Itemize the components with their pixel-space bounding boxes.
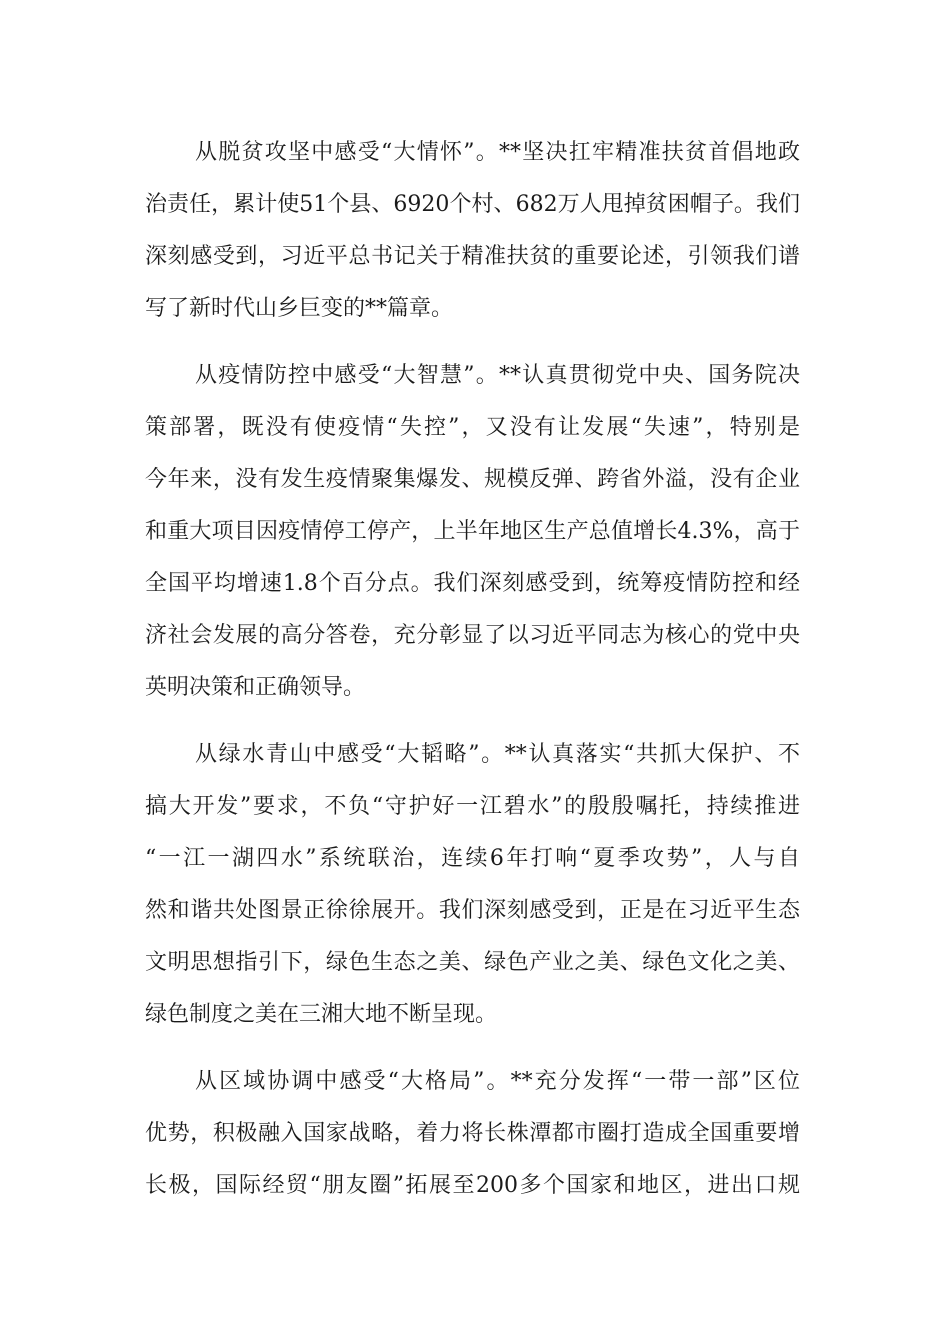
text-line: “一江一湖四水”系统联治，连续6年打响“夏季攻势”，人与自: [145, 846, 800, 871]
text-line: 然和谐共处图景正徐徐展开。我们深刻感受到，正是在习近平生态: [145, 898, 800, 923]
text-line: 优势，积极融入国家战略，着力将长株潭都市圈打造成全国重要增: [145, 1121, 800, 1146]
text-line: 济社会发展的高分答卷，充分彰显了以习近平同志为核心的党中央: [145, 623, 800, 648]
text-line: 英明决策和正确领导。: [145, 675, 366, 700]
text-line: 写了新时代山乡巨变的**篇章。: [145, 296, 454, 321]
text-line: 深刻感受到，习近平总书记关于精准扶贫的重要论述，引领我们谱: [145, 244, 800, 269]
text-line: 从脱贫攻坚中感受“大情怀”。**坚决扛牢精准扶贫首倡地政: [195, 140, 800, 165]
text-line: 从区域协调中感受“大格局”。**充分发挥“一带一部”区位: [195, 1069, 800, 1094]
text-line: 全国平均增速1.8个百分点。我们深刻感受到，统筹疫情防控和经: [145, 571, 800, 596]
text-line: 长极，国际经贸“朋友圈”拓展至200多个国家和地区，进出口规: [145, 1173, 800, 1198]
text-line: 治责任，累计使51个县、6920个村、682万人甩掉贫困帽子。我们: [145, 192, 800, 217]
text-line: 从绿水青山中感受“大韬略”。**认真落实“共抓大保护、不: [195, 742, 800, 767]
text-line: 和重大项目因疫情停工停产，上半年地区生产总值增长4.3%，高于: [145, 519, 800, 544]
text-line: 文明思想指引下，绿色生态之美、绿色产业之美、绿色文化之美、: [145, 950, 800, 975]
text-line: 搞大开发”要求，不负“守护好一江碧水”的殷殷嘱托，持续推进: [145, 794, 800, 819]
text-line: 策部署，既没有使疫情“失控”，又没有让发展“失速”，特别是: [145, 415, 800, 440]
text-line: 今年来，没有发生疫情聚集爆发、规模反弹、跨省外溢，没有企业: [145, 467, 800, 492]
text-line: 绿色制度之美在三湘大地不断呈现。: [145, 1002, 498, 1027]
text-line: 从疫情防控中感受“大智慧”。**认真贯彻党中央、国务院决: [195, 363, 800, 388]
